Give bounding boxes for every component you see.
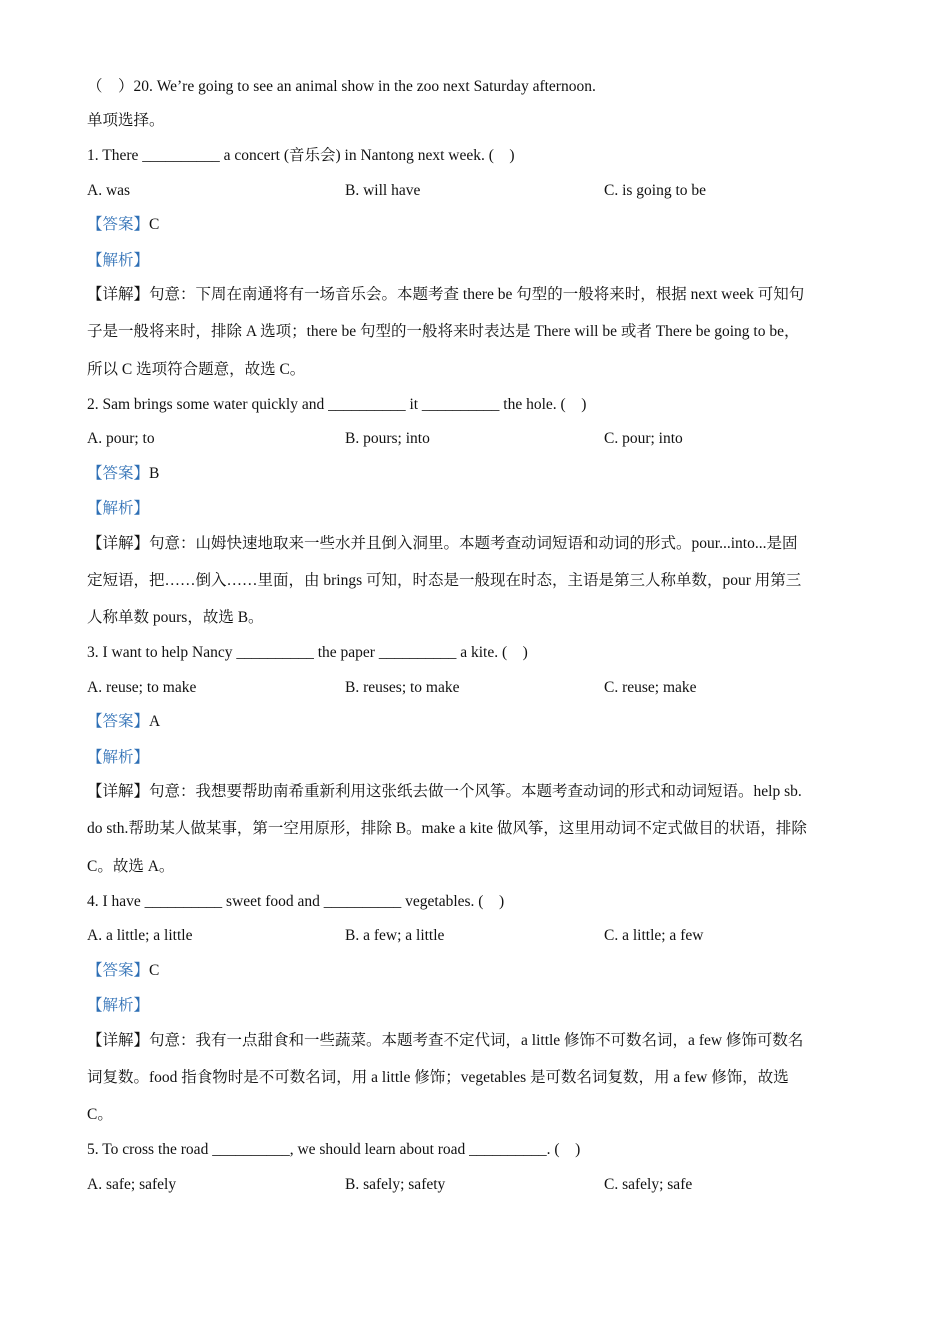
- option-c: C. a little; a few: [604, 927, 704, 944]
- detail-label: 【详解】: [87, 1032, 150, 1049]
- option-c: C. pour; into: [604, 430, 683, 447]
- question-2-explain-line-1: [87, 534, 797, 554]
- question-1-answer: [87, 215, 159, 235]
- option-a: A. a little; a little: [87, 927, 193, 944]
- detail-label: 【详解】: [87, 286, 150, 303]
- analysis-label: 【解析】: [87, 252, 150, 269]
- option-a: A. safe; safely: [87, 1176, 177, 1193]
- option-c: C. reuse; make: [604, 679, 697, 696]
- question-4-answer: [87, 961, 159, 981]
- question-5-options: [87, 1175, 887, 1195]
- question-4-explain-line-3: C。: [87, 1106, 113, 1123]
- analysis-label: 【解析】: [87, 749, 150, 766]
- question-2-explain-line-2: 定短语，把……倒入……里面，由 brings 可知，时态是一般现在时态，主语是第三人称单数，pour 用第三: [87, 572, 802, 589]
- question-20-line: （ ）20. We’re going to see an animal show in the zoo next Saturday afternoon.: [87, 78, 596, 95]
- question-3-explain-line-3: C。故选 A。: [87, 858, 175, 875]
- analysis-label: 【解析】: [87, 500, 150, 517]
- option-b: B. reuses; to make: [345, 679, 460, 696]
- question-3-stem: 3. I want to help Nancy __________ the paper __________ a kite. ( ): [87, 644, 528, 661]
- question-5-stem: 5. To cross the road __________, we should learn about road __________. ( ): [87, 1141, 581, 1158]
- answer-value: B: [149, 465, 160, 482]
- explain-text: 句意：下周在南通将有一场音乐会。本题考查 there be 句型的一般将来时，根据 next week 可知句: [149, 286, 805, 303]
- section-title: 单项选择。: [87, 112, 165, 129]
- question-1-explain-line-3: 所以 C 选项符合题意，故选 C。: [87, 361, 306, 378]
- question-4-explain-line-1: [87, 1031, 803, 1051]
- explain-text: 句意：我想要帮助南希重新利用这张纸去做一个风筝。本题考查动词的形式和动词短语。help sb.: [149, 783, 802, 800]
- answer-label: 【答案】: [87, 216, 150, 233]
- question-2-explain-line-3: 人称单数 pours，故选 B。: [87, 609, 264, 626]
- option-a: A. pour; to: [87, 430, 155, 447]
- option-a: A. was: [87, 182, 131, 199]
- question-1-stem: 1. There __________ a concert (音乐会) in Nantong next week. ( ): [87, 147, 515, 164]
- option-b: B. a few; a little: [345, 927, 445, 944]
- option-c: C. is going to be: [604, 182, 707, 199]
- option-b: B. pours; into: [345, 430, 430, 447]
- question-4-stem: 4. I have __________ sweet food and __________ vegetables. ( ): [87, 893, 505, 910]
- answer-label: 【答案】: [87, 713, 150, 730]
- analysis-label: 【解析】: [87, 997, 150, 1014]
- detail-label: 【详解】: [87, 783, 150, 800]
- question-1-options: [87, 181, 887, 201]
- question-4-options: [87, 926, 887, 946]
- question-3-explain-line-1: [87, 782, 802, 802]
- explain-text: 句意：山姆快速地取来一些水并且倒入洞里。本题考查动词短语和动词的形式。pour...into...是固: [149, 535, 798, 552]
- question-1-explain-line-2: 子是一般将来时，排除 A 选项；there be 句型的一般将来时表达是 There will be 或者 There be going to be，: [87, 323, 800, 340]
- answer-value: A: [149, 713, 161, 730]
- option-a: A. reuse; to make: [87, 679, 197, 696]
- explain-text: 句意：我有一点甜食和一些蔬菜。本题考查不定代词，a little 修饰不可数名词，a few 修饰可数名: [149, 1032, 804, 1049]
- answer-label: 【答案】: [87, 962, 150, 979]
- answer-value: C: [149, 962, 160, 979]
- detail-label: 【详解】: [87, 535, 150, 552]
- option-b: B. will have: [345, 182, 421, 199]
- answer-value: C: [149, 216, 160, 233]
- question-3-answer: [87, 712, 160, 732]
- question-3-explain-line-2: do sth.帮助某人做某事，第一空用原形，排除 B。make a kite 做风筝，这里用动词不定式做目的状语，排除: [87, 820, 807, 837]
- question-3-options: [87, 678, 887, 698]
- question-2-options: [87, 429, 887, 449]
- option-c: C. safely; safe: [604, 1176, 693, 1193]
- question-1-explain-line-1: [87, 285, 804, 305]
- question-2-stem: 2. Sam brings some water quickly and __________ it __________ the hole. ( ): [87, 396, 587, 413]
- question-4-explain-line-2: 词复数。food 指食物时是不可数名词，用 a little 修饰；vegetables 是可数名词复数，用 a few 修饰，故选: [87, 1069, 789, 1086]
- question-2-answer: [87, 464, 159, 484]
- answer-label: 【答案】: [87, 465, 150, 482]
- option-b: B. safely; safety: [345, 1176, 446, 1193]
